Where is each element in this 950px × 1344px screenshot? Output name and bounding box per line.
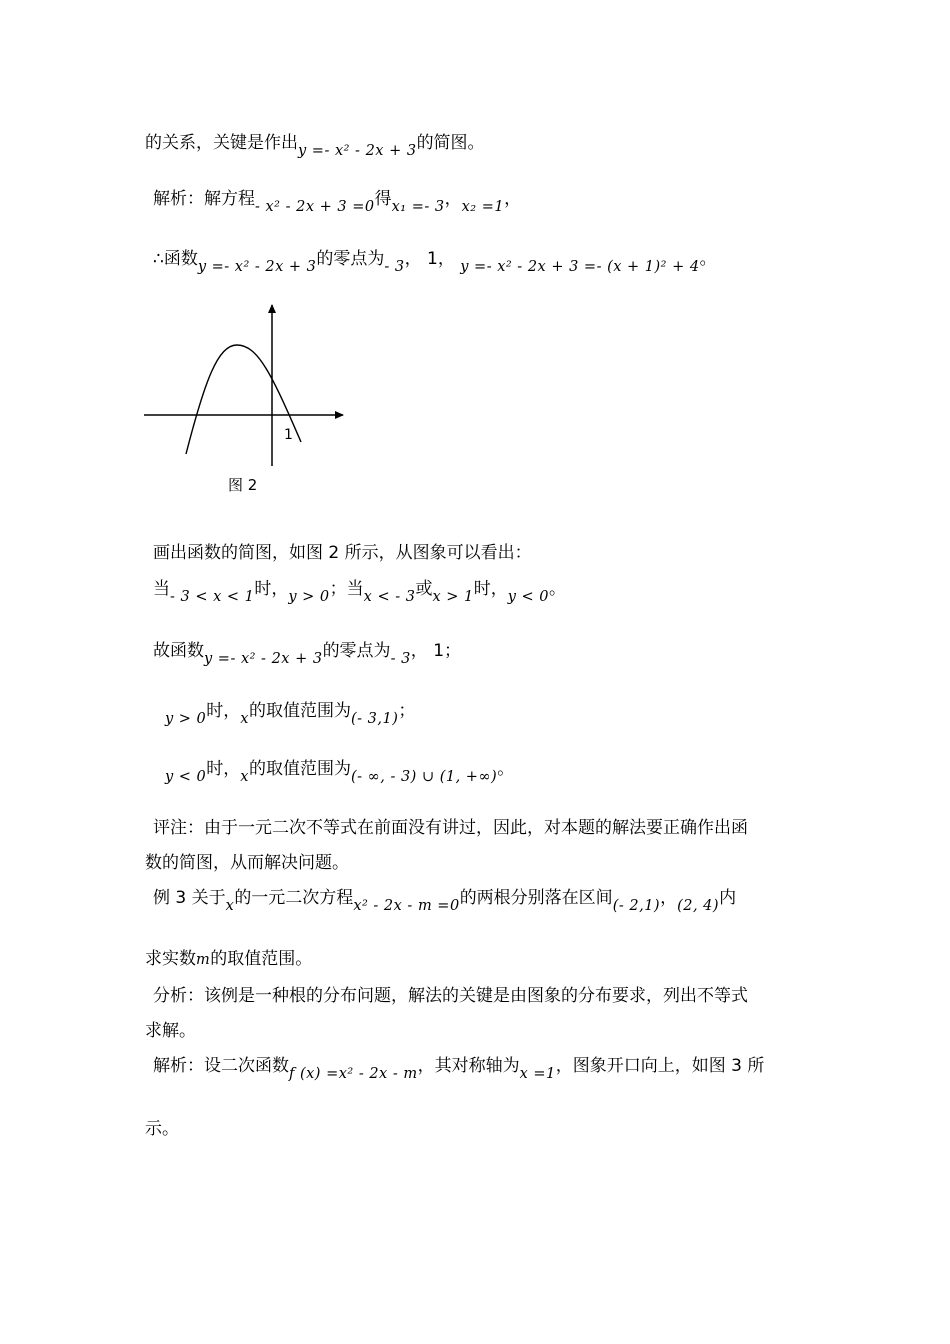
text-line	[153, 985, 748, 1007]
text-line	[145, 948, 312, 971]
text-line	[145, 1118, 179, 1140]
math-expression: x₂ =1	[461, 199, 505, 215]
text-line	[153, 248, 717, 275]
text-line	[153, 1055, 765, 1082]
text-segment: 求解。	[145, 1021, 196, 1041]
math-expression: x	[225, 898, 235, 914]
text-segment: ， 1；	[410, 641, 462, 661]
math-expression: y =- x² - 2x + 3 =- (x + 1)² + 4	[460, 259, 700, 275]
tick-label-1: 1	[284, 427, 293, 443]
text-line	[153, 188, 522, 215]
text-segment: 的零点为	[322, 641, 391, 661]
text-segment: ，图象开口向上，如图 3 所	[555, 1056, 765, 1076]
parabola-curve	[186, 345, 301, 454]
math-expression: - x² - 2x + 3 =0	[255, 199, 375, 215]
text-segment: 的取值范围为	[248, 759, 351, 779]
text-segment: ；当	[329, 579, 364, 599]
text-line	[145, 852, 349, 874]
math-expression: - 3	[390, 651, 411, 667]
text-line	[153, 817, 748, 839]
text-segment: 时，	[473, 579, 508, 599]
math-expression: (- 2,1)	[612, 898, 661, 914]
text-segment: 例 3 关于	[153, 888, 226, 908]
text-segment: 的简图。	[416, 133, 485, 153]
text-segment: 得	[374, 189, 392, 209]
text-line	[153, 887, 737, 914]
text-segment: 的两根分别落在区间	[459, 888, 613, 908]
text-segment: 当	[153, 579, 170, 599]
text-segment: 数的简图，从而解决问题。	[145, 853, 349, 873]
text-segment: 时，	[206, 701, 241, 721]
text-segment: ，	[444, 189, 462, 209]
text-segment: 求实数	[145, 949, 196, 969]
text-line	[153, 542, 532, 564]
figure-caption: 图 2	[228, 476, 258, 494]
math-expression: x =1	[519, 1066, 556, 1082]
math-expression: x² - 2x - m =0	[353, 898, 460, 914]
text-segment: ；	[398, 701, 416, 721]
text-line	[145, 1020, 196, 1042]
math-expression: (- 3,1)	[350, 711, 399, 727]
math-expression: x	[240, 711, 249, 727]
text-segment: 故函数	[153, 641, 204, 661]
text-segment: 的零点为	[316, 249, 385, 269]
math-expression: y < 0	[507, 589, 550, 605]
text-segment: 的取值范围。	[210, 949, 313, 969]
text-segment: ，	[660, 888, 678, 908]
math-expression: f (x) =x² - 2x - m	[289, 1066, 418, 1082]
math-expression: y > 0	[165, 711, 207, 727]
text-segment: 内	[719, 888, 737, 908]
text-line	[165, 758, 515, 785]
math-expression: x > 1	[432, 589, 474, 605]
math-expression: - 3	[384, 259, 405, 275]
text-line	[165, 700, 416, 727]
math-expression: x < - 3	[363, 589, 416, 605]
math-expression: y < 0	[165, 769, 207, 785]
text-line	[153, 578, 567, 605]
text-segment: ， 1，	[404, 249, 461, 269]
text-segment: 解析：解方程	[153, 189, 255, 209]
text-segment: 。	[549, 579, 567, 599]
text-segment: 评注：由于一元二次不等式在前面没有讲过，因此，对本题的解法要正确作出函	[153, 818, 748, 838]
math-expression: (- ∞, - 3) ∪ (1, +∞)	[350, 769, 498, 785]
text-segment: 。	[497, 759, 515, 779]
text-segment: ，其对称轴为	[417, 1056, 520, 1076]
math-expression: x	[240, 769, 249, 785]
math-expression: - 3 < x < 1	[170, 589, 255, 605]
math-expression: (2, 4)	[677, 898, 720, 914]
math-symbol: m	[196, 952, 211, 968]
text-segment: 。	[699, 249, 717, 269]
math-expression: y =- x² - 2x + 3	[298, 143, 417, 159]
text-segment: 时，	[206, 759, 241, 779]
text-segment: 的一元二次方程	[234, 888, 354, 908]
math-expression: y > 0	[288, 589, 330, 605]
math-expression: y =- x² - 2x + 3	[204, 651, 323, 667]
text-segment: 示。	[145, 1119, 179, 1139]
text-segment: 或	[415, 579, 433, 599]
text-segment: 画出函数的简图，如图 2 所示，从图象可以看出：	[153, 543, 532, 563]
text-segment: 的关系，关键是作出	[145, 133, 298, 153]
text-segment: ∴函数	[153, 249, 198, 269]
text-segment: 分析：该例是一种根的分布问题，解法的关键是由图象的分布要求，列出不等式	[153, 986, 748, 1006]
text-line	[145, 132, 485, 159]
text-segment: 的取值范围为	[248, 701, 351, 721]
math-expression: x₁ =- 3	[391, 199, 445, 215]
text-line	[153, 640, 462, 667]
math-expression: y =- x² - 2x + 3	[197, 259, 317, 275]
text-segment: ，	[504, 189, 522, 209]
text-segment: 解析：设二次函数	[153, 1056, 289, 1076]
text-segment: 时，	[254, 579, 289, 599]
